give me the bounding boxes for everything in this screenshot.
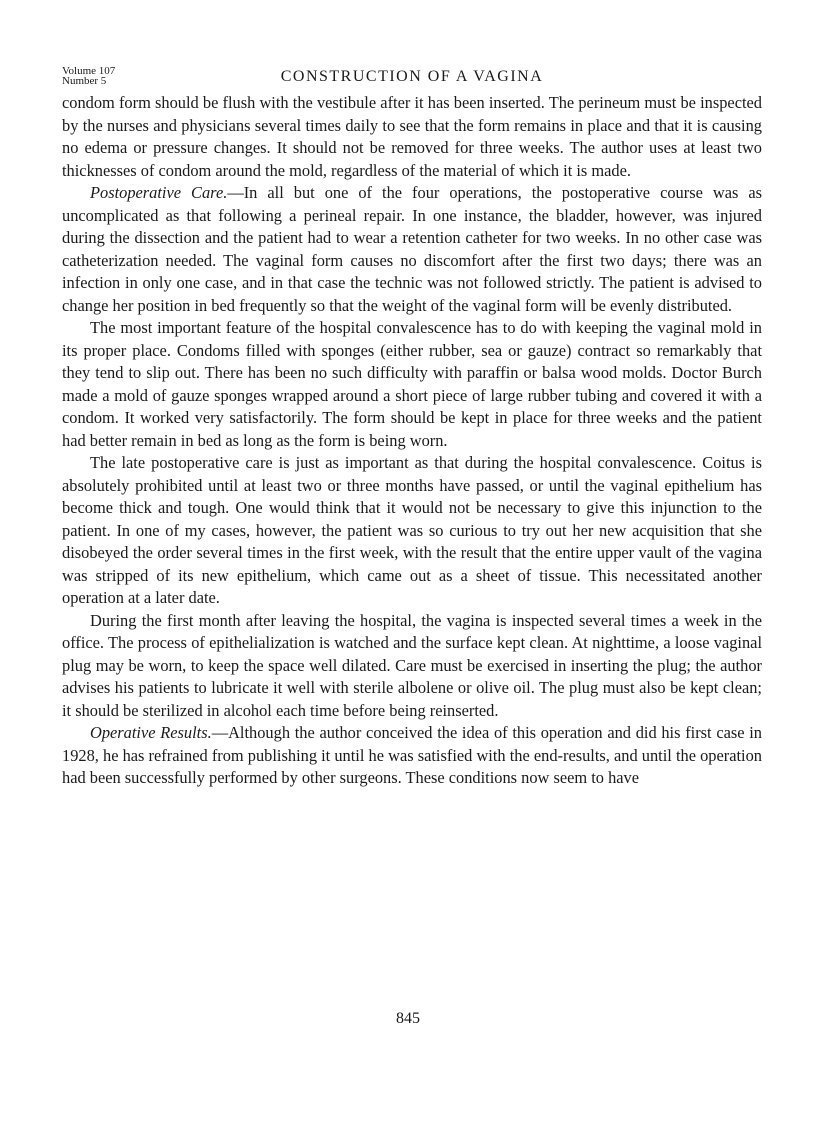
journal-page (62, 62, 762, 790)
paragraph-text: The most important feature of the hospital convalescence has to do with keeping the vaginal mold in its proper place. Condoms filled with sponges (either rubber, sea or gauze) contract so remarkably that they tend to slip out. There has been no such difficulty with paraffin or balsa wood molds. Doctor Burch made a mold of gauze sponges wrapped around a short piece of large rubber tubing and covered it with a condom. It worked very satisfactorily. The form should be kept in place for three weeks and the patient had better remain in bed as long as the form is being worn. (62, 318, 762, 450)
running-header (62, 62, 762, 92)
paragraph (62, 610, 762, 723)
paragraph (62, 92, 762, 182)
section-heading: Operative Results. (90, 723, 212, 742)
paragraph (62, 317, 762, 452)
paragraph (62, 722, 762, 790)
paragraph-text: —Although the author conceived the idea of this operation and did his first case in 1928, he has refrained from publishing it until he was satisfied with the end-results, and until the operation had been successfully performed by other surgeons. These conditions now seem to have (62, 723, 762, 787)
paragraph-text: During the first month after leaving the hospital, the vagina is inspected several times a week in the office. The process of epithelialization is watched and the surface kept clean. At nighttime, a loose vaginal plug may be worn, to keep the space well dilated. Care must be exercised in inserting the plug; the author advises his patients to lubricate it well with sterile albolene or olive oil. The plug must also be kept clean; it should be sterilized in alcohol each time before being reinserted. (62, 610, 762, 720)
paragraph-text: The late postoperative care is just as important as that during the hospital convalescence. Coitus is absolutely prohibited until at least two or three months have passed, or until the vaginal epithelium has become thick and tough. One would think that it would not be necessary to give this injunction to the patient. In one of my cases, however, the patient was so curious to try out her new acquisition that she disobeyed the order several times in the first week, with the result that the entire upper vault of the vagina was stripped of its new epithelium, which came out as a sheet of tissue. This necessitated another operation at a later date. (62, 453, 762, 607)
paragraph (62, 182, 762, 317)
volume-label: Volume 107 (62, 65, 116, 77)
article-body (62, 92, 762, 790)
paragraph-text: —In all but one of the four operations, the postoperative course was as uncomplicated as that following a perineal repair. In one instance, the bladder, however, was injured during the dissection and the patient had to wear a retention catheter for two weeks. In no other case was catheterization needed. The vaginal form causes no discomfort after the first two days; there was an infection in only one case, and in that case the technic was not followed strictly. The patient is advised to change her position in bed frequently so that the weight of the vaginal form will be evenly distributed. (62, 183, 762, 315)
paragraph-text: condom form should be flush with the vestibule after it has been inserted. The perineum must be inspected by the nurses and physicians several times daily to see that the form remains in place and that it is causing no edema or pressure changes. It should not be removed for three weeks. The author uses at least two thicknesses of condom around the mold, regardless of the material of which it is made. (62, 93, 762, 180)
page-number: 845 (396, 1010, 420, 1027)
issue-number-label: Number 5 (62, 75, 107, 87)
running-title: CONSTRUCTION OF A VAGINA (280, 68, 544, 85)
section-heading: Postoperative Care. (90, 183, 228, 202)
paragraph (62, 452, 762, 610)
